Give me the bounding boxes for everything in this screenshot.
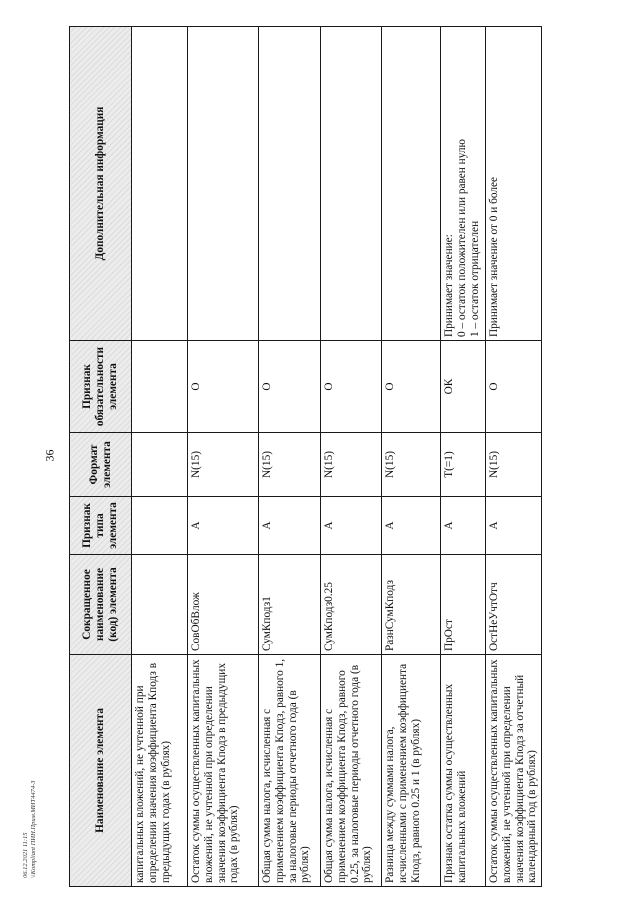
cell-type: А <box>259 497 321 555</box>
info-line: Принимает значение: <box>443 234 455 337</box>
table-row <box>441 27 486 887</box>
table-row <box>486 27 542 887</box>
table-row <box>188 27 259 887</box>
cell-info <box>132 27 188 341</box>
cell-info <box>188 27 259 341</box>
page-number: 36 <box>42 449 57 462</box>
cell-required: ОК <box>441 341 486 433</box>
cell-required: О <box>188 341 259 433</box>
cell-format: N(15) <box>188 433 259 497</box>
table-row <box>382 27 441 887</box>
cell-type: А <box>321 497 382 555</box>
cell-format <box>132 433 188 497</box>
cell-name: капитальных вложений, не учтенной при определении значения коэффициента Кподз в предыдущих годах (в рублях) <box>132 655 188 887</box>
cell-required: О <box>321 341 382 433</box>
cell-required: О <box>382 341 441 433</box>
info-line: 0 – остаток положителен или равен нулю <box>455 139 468 337</box>
cell-required <box>132 341 188 433</box>
cell-info <box>441 27 486 341</box>
cell-info <box>259 27 321 341</box>
cell-name: Разница между суммами налога, исчисленными с применением коэффициента Кподз, равного 0.25 и 1 (в рублях) <box>382 655 441 887</box>
header-code: Сокращенное наименование (код) элемента <box>70 555 132 655</box>
cell-name: Общая сумма налога, исчисленная с применением коэффициента Кподз, равного 0.25, за налоговые периоды отчетного года (в рублях) <box>321 655 382 887</box>
cell-type: А <box>188 497 259 555</box>
cell-name: Остаток суммы осуществленных капитальных вложений, не учтенной при определении значения коэффициента Кподз за отчетный календарный год (в рублях) <box>486 655 542 887</box>
header-name: Наименование элемента <box>70 655 132 887</box>
cell-type: А <box>382 497 441 555</box>
print-stamp <box>22 778 38 878</box>
stamp-date: 06.12.2021 11:15 <box>22 832 29 878</box>
cell-name: Признак остатка суммы осуществленных капитальных вложений <box>441 655 486 887</box>
cell-required: О <box>259 341 321 433</box>
cell-format: N(15) <box>259 433 321 497</box>
cell-code <box>132 555 188 655</box>
header-info: Дополнительная информация <box>70 27 132 341</box>
rotated-table-container <box>69 27 541 887</box>
cell-format: T(=1) <box>441 433 486 497</box>
cell-code: СумКподз1 <box>259 555 321 655</box>
cell-format: N(15) <box>321 433 382 497</box>
header-required: Признак обязательности элемента <box>70 341 132 433</box>
stamp-path: \\Kompliant ПИН.Прим.МИТ4474-3 <box>30 780 37 878</box>
table-row <box>132 27 188 887</box>
cell-info <box>382 27 441 341</box>
cell-format: N(15) <box>486 433 542 497</box>
cell-code: СумКподз0.25 <box>321 555 382 655</box>
cell-info <box>321 27 382 341</box>
cell-code: СовОбВлож <box>188 555 259 655</box>
cell-code: РазнСумКподз <box>382 555 441 655</box>
table-header-row <box>70 27 132 887</box>
cell-info: Принимает значение от 0 и более <box>486 27 542 341</box>
header-format: Формат элемента <box>70 433 132 497</box>
cell-name: Остаток суммы осуществленных капитальных вложений, не учтенной при определении значения коэффициента Кподз в предыдущих годах (в рублях) <box>188 655 259 887</box>
cell-format: N(15) <box>382 433 441 497</box>
cell-name: Общая сумма налога, исчисленная с применением коэффициента Кподз, равного 1, за налоговые периоды отчетного года (в рублях) <box>259 655 321 887</box>
table-row <box>259 27 321 887</box>
cell-type <box>132 497 188 555</box>
cell-code: ПрОст <box>441 555 486 655</box>
cell-required: О <box>486 341 542 433</box>
cell-type: А <box>441 497 486 555</box>
elements-table <box>69 26 542 887</box>
cell-type: А <box>486 497 542 555</box>
header-type: Признак типа элемента <box>70 497 132 555</box>
table-row <box>321 27 382 887</box>
cell-code: ОстНеУчтОтч <box>486 555 542 655</box>
info-line: 1 – остаток отрицателен <box>468 220 481 337</box>
